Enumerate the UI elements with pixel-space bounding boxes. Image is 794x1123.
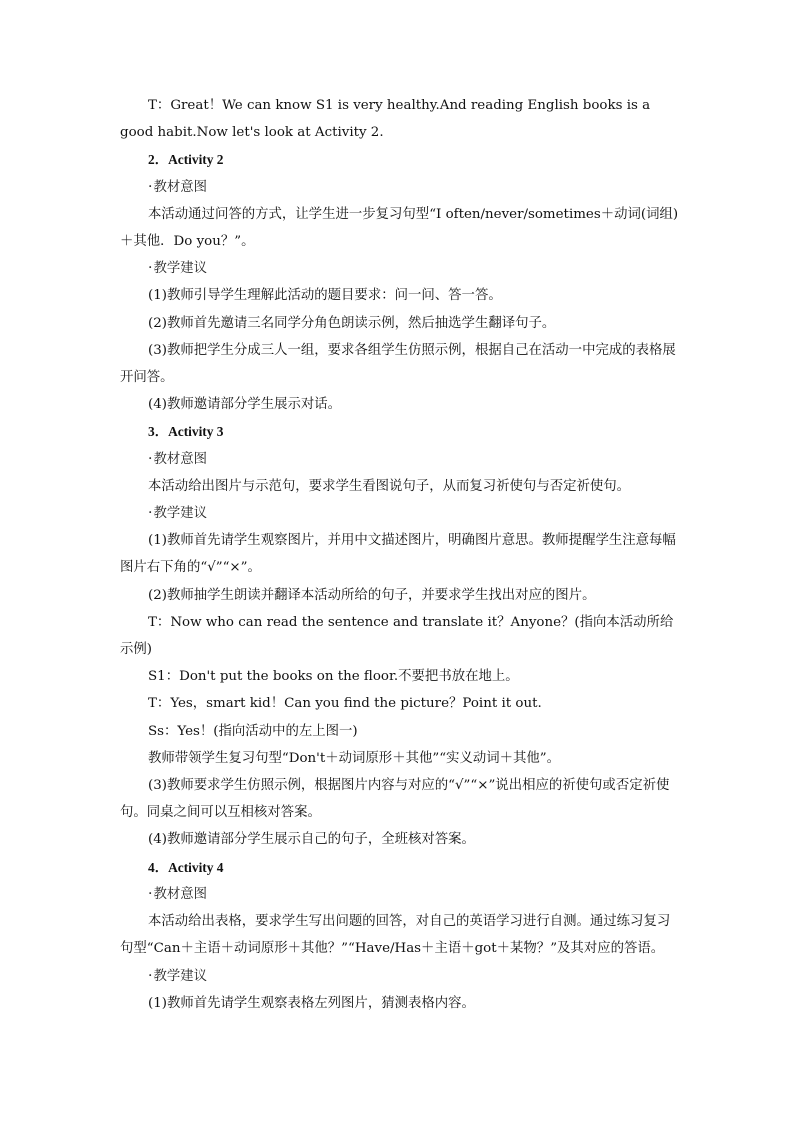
paragraph-step-1: (1)教师引导学生理解此活动的题目要求：问一问、答一答。 [148,288,502,304]
heading-activity-2: 2．Activity 2 [148,152,224,168]
paragraph-step-2: (2)教师首先邀请三名同学分角色朗读示例，然后抽选学生翻译句子。 [148,315,556,331]
paragraph-step-4: (4)教师邀请部分学生展示自己的句子，全班核对答案。 [148,832,475,848]
paragraph-step-4: (4)教师邀请部分学生展示对话。 [148,397,342,413]
dialogue-line-students: Ss：Yes！(指向活动中的左上图一) [148,723,358,739]
dialogue-line-student: S1：Don't put the books on the floor.不要把书放在地上。 [148,669,519,685]
paragraph-intent-activity-4: 本活动给出表格，要求学生写出问题的回答，对自己的英语学习进行自测。通过练习复习句型“Can＋主语＋动词原形＋其他？”“Have/Has＋主语＋got＋某物？”及其对应的答语。 [120,914,671,957]
dialogue-line-teacher: T：Now who can read the sentence and translate it？Anyone？(指向本活动所给示例) [120,614,674,658]
paragraph-teacher-great: T：Great！We can know S1 is very healthy.And reading English books is a good habit.Now let's look at Activity 2. [120,98,651,141]
paragraph-step-3: (3)教师要求学生仿照示例，根据图片内容与对应的“√”“×”说出相应的祈使句或否定祈使句。同桌之间可以互相核对答案。 [120,778,670,821]
subhead-suggestion: · 教学建议 [120,500,680,527]
document-body [120,92,680,1017]
paragraph-step-2: (2)教师抽学生朗读并翻译本活动所给的句子，并要求学生找出对应的图片。 [148,587,596,603]
paragraph-step-3: (3)教师把学生分成三人一组，要求各组学生仿照示例，根据自己在活动一中完成的表格展开问答。 [120,342,676,386]
subhead-intent: · 教材意图 [120,881,680,908]
paragraph-step-1: (1)教师首先请学生观察图片，并用中文描述图片，明确图片意思。教师提醒学生注意每幅图片右下角的“√”“×”。 [120,533,676,576]
dialogue-line-teacher: T：Yes，smart kid！Can you find the picture？Point it out. [148,696,542,712]
heading-activity-4: 4．Activity 4 [148,859,224,875]
paragraph-step-1: (1)教师首先请学生观察表格左列图片，猜测表格内容。 [148,995,475,1011]
paragraph-review-pattern: 教师带领学生复习句型“Don't＋动词原形＋其他”“实义动词＋其他”。 [148,750,561,766]
subhead-intent: · 教材意图 [120,446,680,473]
paragraph-intent-activity-2: 本活动通过问答的方式，让学生进一步复习句型“I often/never/sometimes＋动词(词组)＋其他．Do you？”。 [120,206,679,250]
subhead-suggestion: · 教学建议 [120,255,680,282]
subhead-suggestion: · 教学建议 [120,963,680,990]
paragraph-intent-activity-3: 本活动给出图片与示范句，要求学生看图说句子，从而复习祈使句与否定祈使句。 [148,478,631,494]
heading-activity-3: 3．Activity 3 [148,424,224,440]
subhead-intent: · 教材意图 [120,174,680,201]
